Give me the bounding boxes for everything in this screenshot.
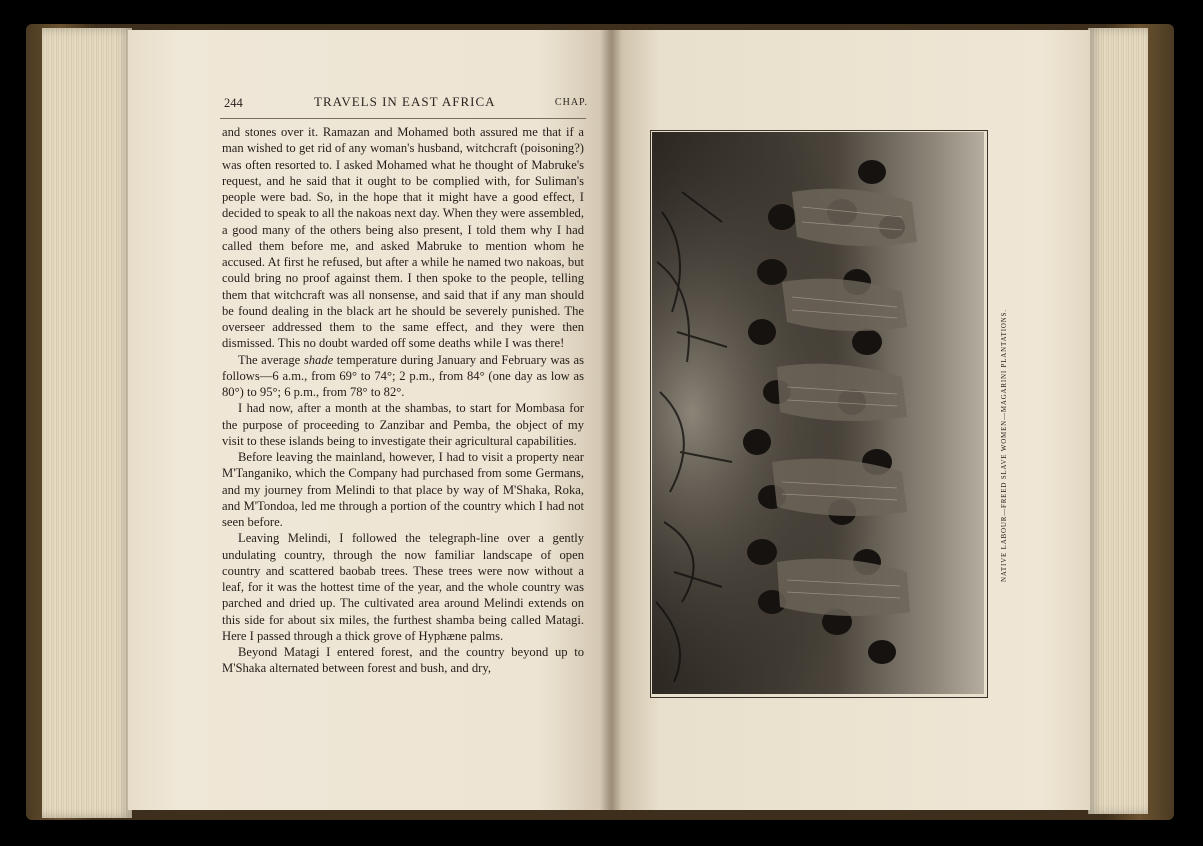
book-gutter	[600, 30, 622, 810]
page-edges-right	[1088, 28, 1148, 814]
paragraph: Beyond Matagi I entered forest, and the country beyond up to M'Shaka alternated between forest and bush, and dry,	[222, 645, 584, 676]
group-photograph	[652, 132, 984, 694]
chapter-label: CHAP.	[554, 97, 588, 108]
header-rule	[220, 118, 586, 119]
paragraph-rest: temperature during January and February was as follows—6 a.m., from 69° to 74°; 2 p.m., from 84° (one day as low as 80°) to 95°; 6 p.m., from 78° to 82°.	[222, 352, 585, 399]
paragraph-lead: The average	[238, 352, 304, 367]
photo-plate	[650, 130, 988, 698]
paragraph	[222, 352, 584, 401]
page-edges-left	[42, 28, 132, 818]
page-number: 244	[224, 96, 243, 110]
page-header	[218, 94, 588, 116]
paragraph: I had now, after a month at the shambas, to start for Mombasa for the purpose of proceeding to Zanzibar and Pemba, the object of my visit to these islands being to investigate their agricultural capabilities.	[222, 401, 584, 448]
paragraph: and stones over it. Ramazan and Mohamed both assured me that if a man wished to get rid of any woman's husband, witchcraft (poisoning?) was often resorted to. I asked Mohamed what he thought of Mabruke's request, and he said that it ought to be complied with, for Suliman's people were bad. So, in the hope that it might have a good effect, I decided to speak to all the nakoas next day. When they were assembled, a good many of the others being also present, I told them why I had called them before me, and asked Mabruke to mention whom he accused. At first he refused, but after a while he named two nakoas, but could bring no proof against them. I then spoke to the people, telling them that witchcraft was all nonsense, and said that if any man should be found dealing in the black art he should be severely punished. The overseer addressed them to the same effect, and they were then dismissed. This no doubt warded off some deaths while I was there!	[222, 125, 584, 351]
running-title: TRAVELS IN EAST AFRICA	[314, 94, 496, 109]
plate-caption	[1000, 568, 1014, 582]
body-text	[222, 124, 584, 677]
paragraph: Before leaving the mainland, however, I had to visit a property near M'Tanganiko, which the Company had purchased from some Germans, and my journey from Melindi to that place by way of M'Shaka, Roka, and M'Tondoa, led me through a portion of the country which I had not seen before.	[222, 450, 584, 529]
italic-word: shade	[303, 352, 334, 367]
paragraph: Leaving Melindi, I followed the telegraph-line over a gently undulating country, through the now familiar landscape of open country and scattered baobab trees. These trees were now without a leaf, for it was the hottest time of the year, and the whole country was parched and dried up. The cultivated area around Melindi extends on this side for about six miles, the furthest shamba being called Matagi. Here I passed through a thick grove of Hyphæne palms.	[222, 531, 584, 643]
